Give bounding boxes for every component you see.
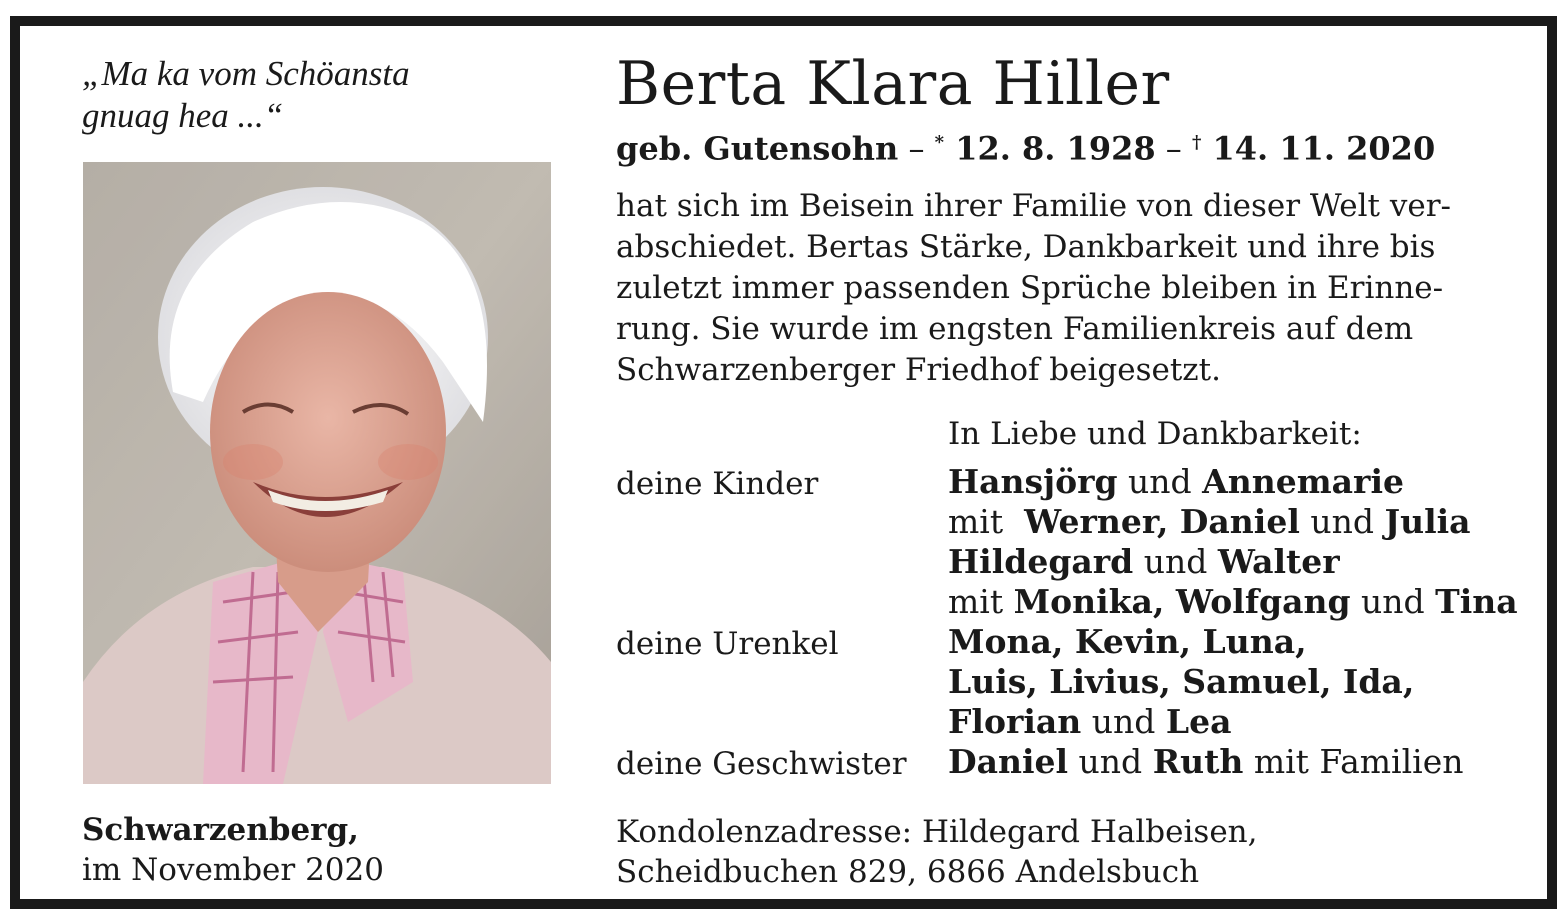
notice-date: im November 2020: [82, 852, 384, 888]
obituary-card: [10, 16, 1557, 909]
death-date: 14. 11. 2020: [1201, 129, 1436, 168]
born-symbol: *: [934, 132, 945, 153]
condolence-address: Kondolenzadresse: Hildegard Halbeisen, Scheidbuchen 829, 6866 Andelsbuch: [616, 814, 1258, 890]
deceased-name: Berta Klara Hiller: [616, 49, 1170, 119]
motto-quote: „Ma ka vom Schöansta gnuag hea ...“: [82, 54, 410, 135]
family-row: Luis, Livius, Samuel, Ida,: [948, 662, 1415, 701]
portrait-photo: [83, 162, 551, 784]
greeting-line: In Liebe und Dankbarkeit:: [948, 416, 1362, 452]
family-row: Florian und Lea: [948, 702, 1232, 741]
relation-siblings: deine Geschwister: [616, 746, 907, 782]
family-row: Daniel und Ruth mit Familien: [948, 742, 1464, 781]
family-row: Mona, Kevin, Luna,: [948, 622, 1307, 661]
family-row: Hansjörg und Annemarie: [948, 462, 1404, 501]
relation-children: deine Kinder: [616, 466, 819, 502]
relation-great-grandchildren: deine Urenkel: [616, 626, 839, 662]
family-row: Hildegard und Walter: [948, 542, 1340, 581]
died-symbol: †: [1191, 132, 1202, 153]
place-town: Schwarzenberg,: [82, 812, 359, 848]
birth-name: geb. Gutensohn: [616, 129, 899, 168]
obituary-text: hat sich im Beisein ihrer Familie von dieser Welt ver- abschiedet. Bertas Stärke, Dankbarkeit und ihre bis zuletzt immer passenden Sprüche bleiben in Erinne- rung. Sie wurde im engsten Familienkreis auf dem Schwarzenberger Friedhof beigesetzt.: [616, 188, 1451, 388]
birth-death-line: geb. Gutensohn – * 12. 8. 1928 – † 14. 11. 2020: [616, 129, 1436, 168]
family-row: mit Werner, Daniel und Julia: [948, 502, 1471, 541]
family-row: mit Monika, Wolfgang und Tina: [948, 582, 1518, 621]
place-and-date: [82, 810, 384, 890]
birth-date: 12. 8. 1928: [944, 129, 1156, 168]
